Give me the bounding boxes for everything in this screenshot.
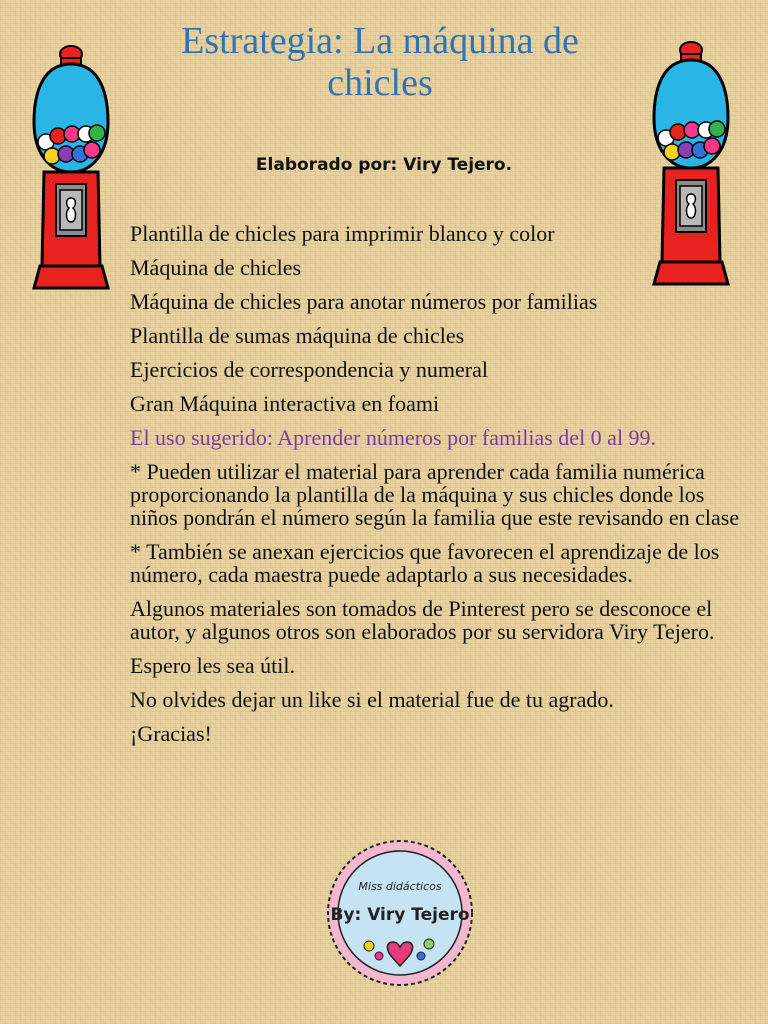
paragraph: * También se anexan ejercicios que favorecen el aprendizaje de los número, cada maestra puede adaptarlo a sus necesidades.	[130, 539, 720, 587]
paragraph: Algunos materiales son tomados de Pinterest pero se desconoce el autor, y algunos otros son elaborados por su servidora Viry Tejero.	[130, 596, 715, 644]
list-item: Máquina de chicles	[130, 255, 302, 280]
title-line-2: chicles	[327, 62, 433, 104]
svg-text:Miss didácticos: Miss didácticos	[358, 880, 442, 893]
paragraph: * Pueden utilizar el material para aprender cada familia numérica proporcionando la plantilla de la máquina y sus chicles donde los niños pondrán el número según la familia que este revisando en clase	[130, 459, 740, 530]
list-item: Gran Máquina interactiva en foami	[130, 391, 440, 416]
suggested-use: El uso sugerido: Aprender números por familias del 0 al 99.	[130, 425, 657, 450]
paragraph: Espero les sea útil.	[130, 653, 295, 678]
list-item: Plantilla de chicles para imprimir blanco y color	[130, 221, 555, 246]
paragraph: ¡Gracias!	[130, 721, 212, 746]
title-line-1: Estrategia: La máquina de	[181, 20, 579, 62]
content-body	[130, 222, 750, 756]
svg-text:By: Viry Tejero: By: Viry Tejero	[330, 905, 470, 925]
author-line: Elaborado por: Viry Tejero.	[255, 155, 513, 175]
paragraph: No olvides dejar un like si el material fue de tu agrado.	[130, 687, 614, 712]
miss-didacticos-badge	[325, 838, 475, 988]
list-item: Plantilla de sumas máquina de chicles	[130, 323, 465, 348]
list-item: Máquina de chicles para anotar números por familias	[130, 289, 598, 314]
list-item: Ejercicios de correspondencia y numeral	[130, 357, 488, 382]
page-title	[100, 20, 660, 104]
